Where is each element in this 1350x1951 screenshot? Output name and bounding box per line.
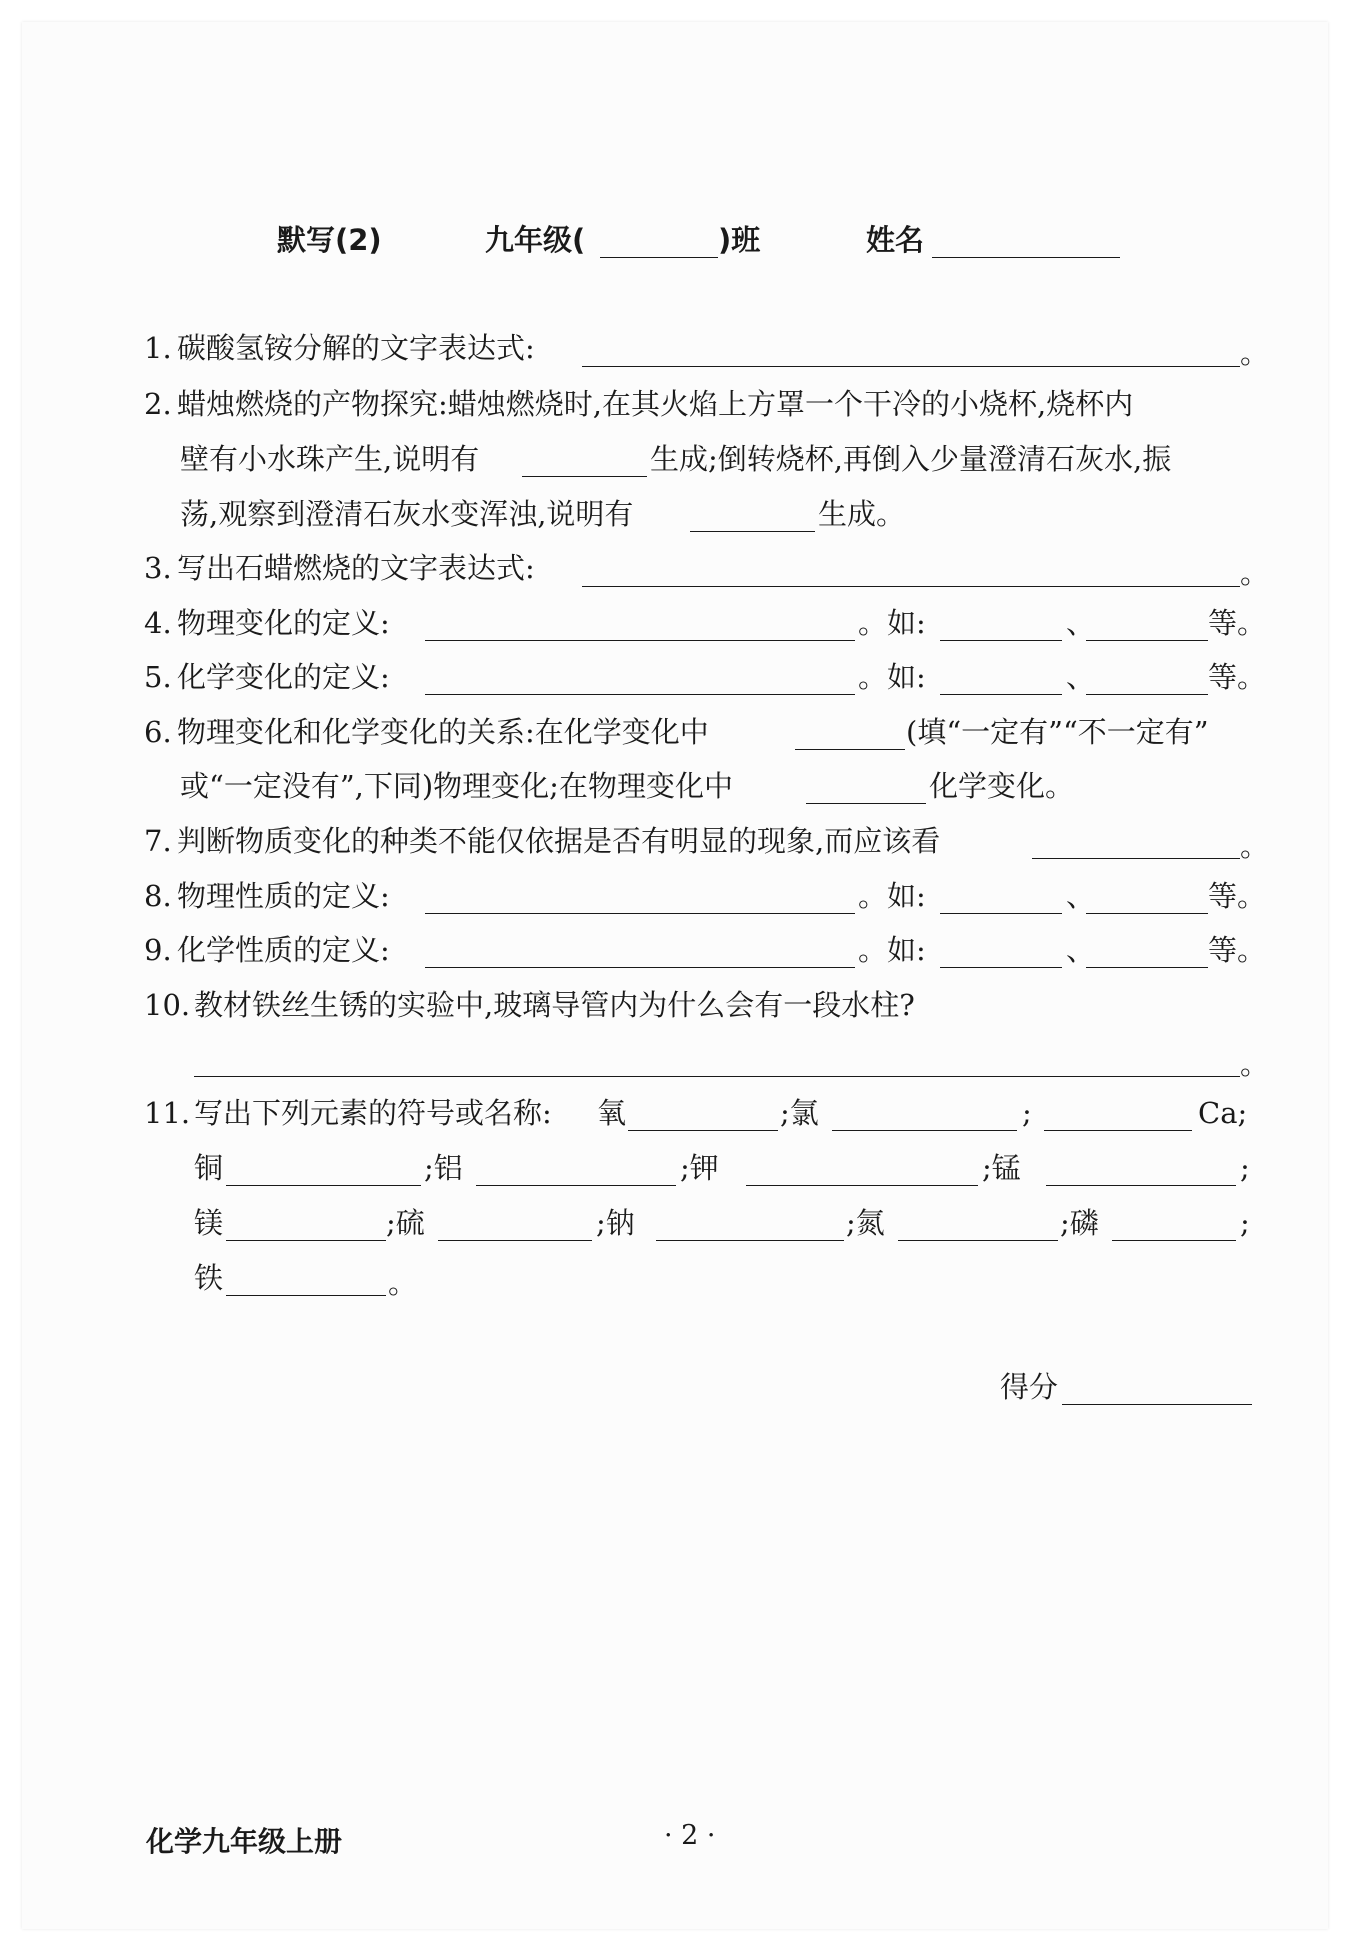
answer-blank[interactable] — [582, 366, 1240, 367]
question-text: 碳酸氢铵分解的文字表达式: — [177, 331, 535, 365]
answer-blank[interactable] — [795, 749, 905, 750]
question-text: 化学变化。 — [929, 769, 1075, 803]
question-number: 10. — [144, 988, 191, 1022]
worksheet-page — [22, 22, 1328, 1929]
example-blank[interactable] — [940, 640, 1062, 641]
element-sulfur-blank[interactable] — [438, 1240, 592, 1241]
question-number: 3. — [144, 551, 172, 585]
answer-blank[interactable] — [582, 586, 1240, 587]
example-blank[interactable] — [940, 967, 1062, 968]
element-potassium-label: ;钾 — [680, 1151, 719, 1185]
answer-blank[interactable] — [690, 531, 815, 532]
question-end: 等。 — [1208, 933, 1267, 967]
class-suffix: )班 — [718, 223, 761, 257]
element-chlorine-label: ;氯 — [780, 1096, 819, 1130]
example-blank[interactable] — [1086, 913, 1208, 914]
example-label: 。如: — [858, 933, 926, 967]
example-blank[interactable] — [1086, 640, 1208, 641]
element-chlorine-blank[interactable] — [832, 1130, 1017, 1131]
example-label: 。如: — [858, 660, 926, 694]
question-end: 等。 — [1208, 660, 1267, 694]
element-potassium-blank[interactable] — [746, 1185, 978, 1186]
question-number: 7. — [144, 824, 172, 858]
question-text: 写出石蜡燃烧的文字表达式: — [177, 551, 535, 585]
example-blank[interactable] — [940, 694, 1062, 695]
separator: 、 — [1066, 660, 1096, 694]
answer-blank[interactable] — [425, 967, 855, 968]
separator: ; — [1022, 1096, 1032, 1130]
question-text: 壁有小水珠产生,说明有 — [180, 442, 480, 476]
element-iron-label: 铁 — [194, 1261, 224, 1295]
element-oxygen-label: 氧 — [597, 1096, 627, 1130]
question-text: 生成;倒转烧杯,再倒入少量澄清石灰水,振 — [650, 442, 1172, 476]
question-text: 生成。 — [818, 497, 906, 531]
question-text: 物理变化和化学变化的关系:在化学变化中 — [177, 715, 709, 749]
element-aluminum-label: ;铝 — [424, 1151, 463, 1185]
name-blank[interactable] — [932, 257, 1120, 258]
question-text: 写出下列元素的符号或名称: — [194, 1096, 552, 1130]
separator: ; — [1240, 1151, 1250, 1185]
example-label: 。如: — [858, 606, 926, 640]
separator: ; — [1240, 1206, 1250, 1240]
answer-blank[interactable] — [194, 1076, 1240, 1077]
question-end: 。 — [1240, 556, 1270, 590]
answer-blank[interactable] — [806, 803, 926, 804]
question-end: 。 — [1240, 1047, 1270, 1081]
answer-blank[interactable] — [1032, 858, 1240, 859]
question-text: 化学变化的定义: — [177, 660, 390, 694]
question-number: 11. — [144, 1096, 191, 1130]
element-aluminum-blank[interactable] — [476, 1185, 676, 1186]
example-label: 。如: — [858, 879, 926, 913]
element-copper-label: 铜 — [194, 1151, 224, 1185]
question-end: 等。 — [1208, 606, 1267, 640]
element-nitrogen-blank[interactable] — [898, 1240, 1058, 1241]
element-oxygen-blank[interactable] — [628, 1130, 778, 1131]
worksheet-title: 默写(2) — [277, 223, 382, 257]
element-phosphorus-blank[interactable] — [1112, 1240, 1236, 1241]
score-blank[interactable] — [1062, 1404, 1252, 1405]
question-text: 或“一定没有”,下同)物理变化;在物理变化中 — [180, 769, 733, 803]
page-number: · 2 · — [664, 1820, 716, 1851]
example-blank[interactable] — [1086, 967, 1208, 968]
answer-blank[interactable] — [425, 913, 855, 914]
question-text: 化学性质的定义: — [177, 933, 390, 967]
question-text: 荡,观察到澄清石灰水变浑浊,说明有 — [180, 497, 634, 531]
element-manganese-blank[interactable] — [1046, 1185, 1236, 1186]
question-number: 8. — [144, 879, 172, 913]
question-end: 等。 — [1208, 879, 1267, 913]
answer-blank[interactable] — [522, 476, 647, 477]
element-sodium-blank[interactable] — [656, 1240, 844, 1241]
element-sodium-label: ;钠 — [596, 1206, 635, 1240]
separator: 、 — [1066, 879, 1096, 913]
question-end: 。 — [1240, 829, 1270, 863]
element-phosphorus-label: ;磷 — [1060, 1206, 1099, 1240]
answer-blank[interactable] — [425, 640, 855, 641]
question-text: (填“一定有”“不一定有” — [906, 715, 1209, 749]
question-text: 物理性质的定义: — [177, 879, 390, 913]
question-text: 教材铁丝生锈的实验中,玻璃导管内为什么会有一段水柱? — [194, 988, 915, 1022]
example-blank[interactable] — [1086, 694, 1208, 695]
element-magnesium-label: 镁 — [194, 1206, 224, 1240]
name-label: 姓名 — [866, 223, 925, 257]
question-end: 。 — [1240, 336, 1270, 370]
question-number: 1. — [144, 331, 172, 365]
book-title: 化学九年级上册 — [146, 1825, 343, 1858]
element-calcium-symbol: Ca; — [1198, 1096, 1248, 1130]
separator: 、 — [1066, 933, 1096, 967]
answer-blank[interactable] — [425, 694, 855, 695]
question-text: 判断物质变化的种类不能仅依据是否有明显的现象,而应该看 — [177, 824, 941, 858]
element-magnesium-blank[interactable] — [226, 1240, 386, 1241]
element-copper-blank[interactable] — [226, 1185, 421, 1186]
question-number: 5. — [144, 660, 172, 694]
question-number: 9. — [144, 933, 172, 967]
element-iron-blank[interactable] — [226, 1295, 386, 1296]
question-number: 2. — [144, 387, 172, 421]
separator: 、 — [1066, 606, 1096, 640]
element-nitrogen-label: ;氮 — [846, 1206, 885, 1240]
question-end: 。 — [388, 1266, 418, 1300]
example-blank[interactable] — [940, 913, 1062, 914]
score-label: 得分 — [1000, 1370, 1059, 1404]
element-calcium-blank[interactable] — [1044, 1130, 1192, 1131]
class-label: 九年级( — [485, 223, 586, 257]
class-blank[interactable] — [600, 257, 718, 258]
element-manganese-label: ;锰 — [982, 1151, 1021, 1185]
question-text: 蜡烛燃烧的产物探究:蜡烛燃烧时,在其火焰上方罩一个干冷的小烧杯,烧杯内 — [177, 387, 1134, 421]
element-sulfur-label: ;硫 — [386, 1206, 425, 1240]
question-number: 4. — [144, 606, 172, 640]
question-number: 6. — [144, 715, 172, 749]
question-text: 物理变化的定义: — [177, 606, 390, 640]
